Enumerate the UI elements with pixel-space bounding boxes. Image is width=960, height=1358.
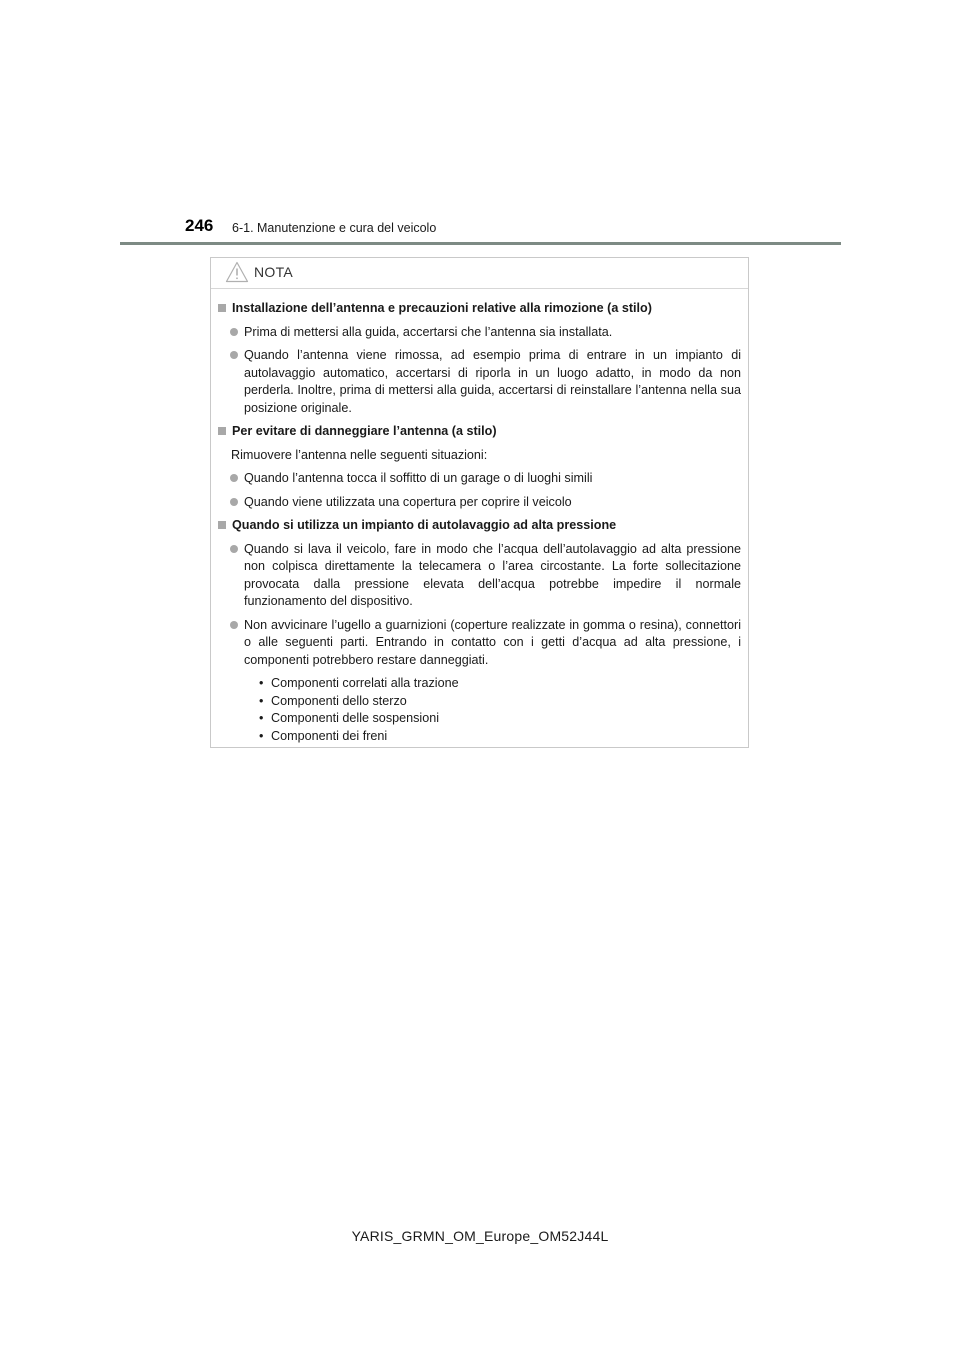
circle-bullet-icon <box>230 498 238 506</box>
sub-list <box>217 675 741 745</box>
dot-bullet-icon: • <box>259 676 264 690</box>
sub-list-item <box>259 675 741 693</box>
header-rule <box>120 242 841 245</box>
section-heading <box>217 300 741 318</box>
notice-body <box>211 289 748 745</box>
sub-item-text: Componenti dei freni <box>271 728 388 743</box>
circle-bullet-icon <box>230 351 238 359</box>
heading-text: Quando si utilizza un impianto di autolavaggio ad alta pressione <box>232 518 617 532</box>
list-item <box>217 347 741 417</box>
item-text: Quando si lava il veicolo, fare in modo che l’acqua dell’autolavaggio ad alta pressione non colpisca direttamente la telecamera o l’area circostante. La forte sollecitazione provocata dalla pressione elevata dell’acqua potrebbe impedire il normale funzionamento del dispositivo. <box>244 541 741 608</box>
section-title: 6-1. Manutenzione e cura del veicolo <box>232 221 437 235</box>
sub-list-item <box>259 710 741 728</box>
section-heading <box>217 517 741 535</box>
notice-title: NOTA <box>254 264 294 280</box>
section-intro: Rimuovere l’antenna nelle seguenti situazioni: <box>231 447 488 462</box>
sub-list-item <box>259 728 741 746</box>
list-item <box>217 324 741 342</box>
dot-bullet-icon: • <box>259 711 264 725</box>
sub-item-text: Componenti correlati alla trazione <box>271 676 459 690</box>
list-item <box>217 617 741 670</box>
item-text: Quando l’antenna tocca il soffitto di un garage o di luoghi simili <box>244 471 593 485</box>
dot-bullet-icon: • <box>259 728 264 743</box>
section-heading <box>217 423 741 441</box>
heading-text: Per evitare di danneggiare l’antenna (a stilo) <box>232 424 497 438</box>
item-text: Quando l’antenna viene rimossa, ad esempio prima di entrare in un impianto di autolavaggio automatico, accertarsi di riporla in un luogo adatto, in modo da non perderla. Inoltre, prima di mettersi alla guida, accertarsi di reinstallare l’antenna nella sua posizione originale. <box>244 348 741 415</box>
sub-list-item <box>259 693 741 711</box>
document-code: YARIS_GRMN_OM_Europe_OM52J44L <box>351 1228 609 1244</box>
item-text: Prima di mettersi alla guida, accertarsi che l’antenna sia installata. <box>244 324 613 339</box>
circle-bullet-icon <box>230 328 238 336</box>
list-item <box>217 494 741 512</box>
list-item <box>217 470 741 488</box>
dot-bullet-icon: • <box>259 693 264 708</box>
warning-triangle-icon <box>225 261 249 283</box>
square-bullet-icon <box>218 304 226 312</box>
sub-item-text: Componenti dello sterzo <box>271 693 407 708</box>
sub-item-text: Componenti delle sospensioni <box>271 711 440 725</box>
list-item <box>217 541 741 611</box>
heading-text: Installazione dell’antenna e precauzioni relative alla rimozione (a stilo) <box>232 301 652 315</box>
item-text: Quando viene utilizzata una copertura per coprire il veicolo <box>244 494 572 509</box>
page-number: 246 <box>185 216 214 235</box>
circle-bullet-icon <box>230 621 238 629</box>
circle-bullet-icon <box>230 545 238 553</box>
square-bullet-icon <box>218 521 226 529</box>
square-bullet-icon <box>218 427 226 435</box>
notice-box <box>210 257 749 748</box>
notice-header <box>211 258 748 289</box>
item-text: Non avvicinare l’ugello a guarnizioni (coperture realizzate in gomma o resina), connettori o alle seguenti parti. Entrando in contatto con i getti d’acqua ad alta pressione, i componenti potrebbero restare danneggiati. <box>244 617 741 667</box>
circle-bullet-icon <box>230 474 238 482</box>
